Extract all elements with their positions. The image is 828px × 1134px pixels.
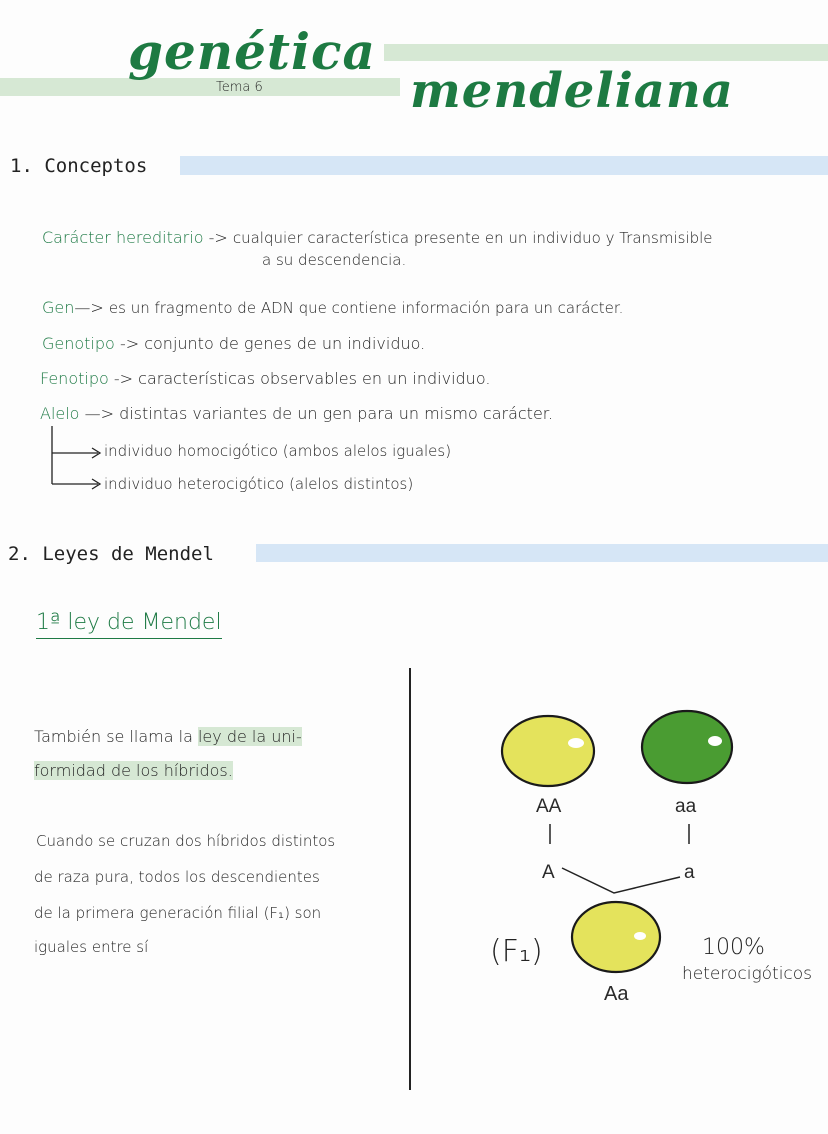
concept-arrow: -> xyxy=(208,228,228,247)
law-subheading: 1ª ley de Mendel xyxy=(36,610,222,639)
pea-yellow-offspring xyxy=(572,902,660,972)
concept-term: Gen xyxy=(42,298,75,317)
law-highlight-2: formidad de los híbridos. xyxy=(34,761,233,780)
allele-heterozygous: individuo heterocigótico (alelos distintos) xyxy=(104,475,414,493)
generation-label: (F₁) xyxy=(490,934,543,969)
concept-gen xyxy=(42,298,623,317)
genotype-offspring: Aa xyxy=(604,983,629,1005)
section2-heading: 2. Leyes de Mendel xyxy=(8,543,214,565)
law-highlight-1: ley de la uni- xyxy=(197,727,302,746)
pea-highlight xyxy=(568,738,584,748)
law-para1-text: También se llama la xyxy=(34,727,198,746)
section2-highlight xyxy=(256,544,828,562)
title-highlight-right xyxy=(384,44,828,61)
law-para1-line2 xyxy=(34,761,233,780)
concept-definition: distintas variantes de un gen para un mismo carácter. xyxy=(119,404,553,423)
gamete-right: a xyxy=(684,862,695,883)
concept-definition: cualquier característica presente en un individuo y Transmisible xyxy=(232,229,713,247)
concept-arrow: —> xyxy=(74,298,104,317)
cross-lines xyxy=(562,868,680,893)
concept-alelo xyxy=(40,404,553,423)
column-divider xyxy=(409,668,411,1090)
page-title-right: mendeliana xyxy=(410,63,734,119)
allele-bracket xyxy=(40,426,110,492)
law-para1-line1 xyxy=(34,727,302,746)
concept-term: Carácter hereditario xyxy=(42,228,204,247)
tema-label: Tema 6 xyxy=(216,80,263,95)
pea-highlight xyxy=(634,932,646,940)
concept-genotipo xyxy=(42,334,425,353)
concept-definition: conjunto de genes de un individuo. xyxy=(144,334,426,353)
concept-character-continuation: a su descendencia. xyxy=(262,251,407,269)
law-para2-line: Cuando se cruzan dos híbridos distintos xyxy=(36,832,336,850)
pea-green-parent xyxy=(642,711,732,783)
concept-term: Fenotipo xyxy=(40,369,109,388)
law-para2-line: de la primera generación filial (F₁) son xyxy=(34,904,322,922)
page-title-left: genética xyxy=(128,22,376,81)
section1-heading: 1. Conceptos xyxy=(10,155,148,177)
gamete-left: A xyxy=(542,862,555,883)
result-text: heterocigóticos xyxy=(682,964,813,984)
concept-definition: es un fragmento de ADN que contiene información para un carácter. xyxy=(108,299,624,317)
pea-highlight xyxy=(708,736,722,746)
concept-term: Genotipo xyxy=(42,334,115,353)
genotype-parent-left: AA xyxy=(536,796,562,817)
pea-yellow-parent xyxy=(502,716,594,786)
concept-term: Alelo xyxy=(40,404,80,423)
concept-arrow: -> xyxy=(119,334,140,353)
result-percent: 100% xyxy=(702,935,765,960)
concept-fenotipo xyxy=(40,369,490,388)
law-para2-line: iguales entre sí xyxy=(34,938,149,956)
allele-homozygous: individuo homocigótico (ambos alelos iguales) xyxy=(104,442,452,460)
genotype-parent-right: aa xyxy=(675,796,697,817)
concept-arrow: —> xyxy=(84,404,114,423)
section1-highlight xyxy=(180,156,828,175)
concept-definition: características observables en un individuo. xyxy=(138,369,491,388)
concept-arrow: -> xyxy=(113,369,134,388)
law-para2-line: de raza pura, todos los descendientes xyxy=(34,868,320,886)
concept-character xyxy=(42,228,713,247)
